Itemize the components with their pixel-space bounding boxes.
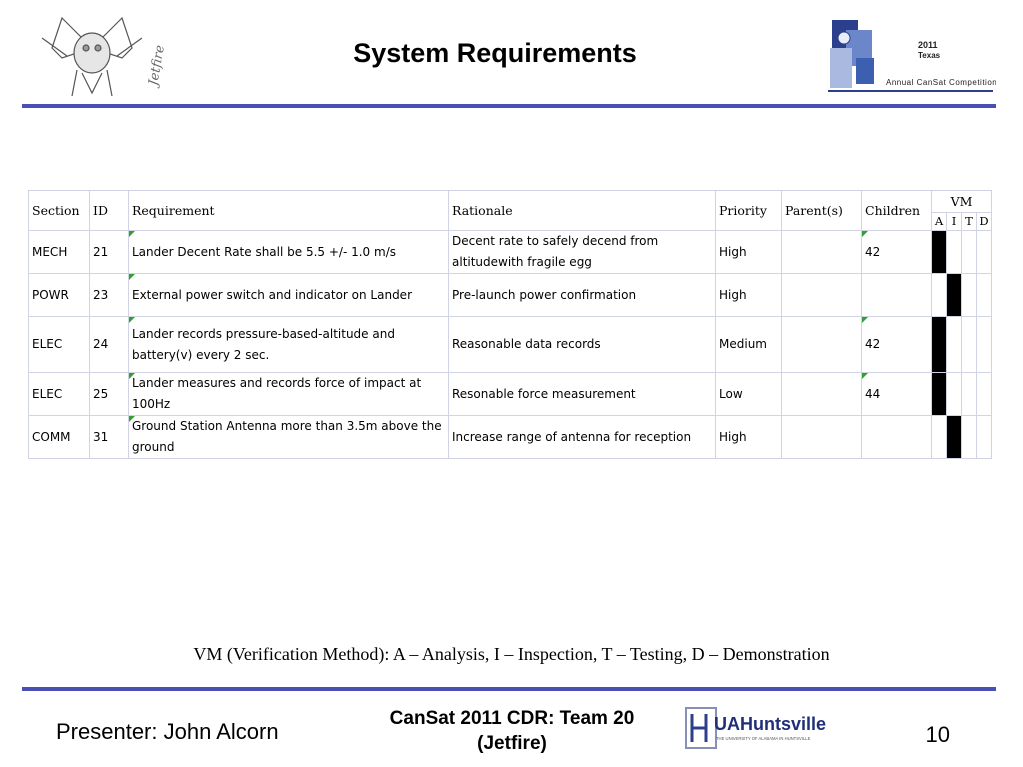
footer-title-line1: CanSat 2011 CDR: Team 20: [389, 708, 635, 729]
col-header-vm: VM: [932, 191, 992, 213]
cell-children: 42: [862, 317, 932, 373]
vm-cell-a: [932, 416, 947, 459]
competition-state: Texas: [918, 51, 941, 60]
team-logo: [22, 8, 182, 100]
vm-cell-i: [947, 373, 962, 416]
slide-title: System Requirements: [353, 38, 637, 68]
university-logo-subtext: THE UNIVERSITY OF ALABAMA IN HUNTSVILLE: [716, 736, 811, 741]
col-header-id: ID: [90, 191, 129, 231]
cell-priority: High: [716, 231, 782, 274]
cell-id: 25: [90, 373, 129, 416]
requirements-table: [28, 190, 992, 459]
cell-parents: [782, 274, 862, 317]
cell-rationale: Pre-launch power confirmation: [449, 274, 716, 317]
footer-title-line2: (Jetfire): [477, 733, 547, 754]
cell-priority: High: [716, 416, 782, 459]
vm-cell-d: [977, 231, 992, 274]
cell-requirement: Lander Decent Rate shall be 5.5 +/- 1.0 m/s: [129, 231, 449, 274]
vm-cell-i: [947, 274, 962, 317]
cell-children: [862, 274, 932, 317]
cell-id: 21: [90, 231, 129, 274]
team-logo-text: Jetfire: [146, 43, 169, 87]
footer-rule: [22, 687, 996, 691]
cell-requirement: Ground Station Antenna more than 3.5m above the ground: [129, 416, 449, 459]
vm-cell-a: [932, 317, 947, 373]
cell-rationale: Resonable force measurement: [449, 373, 716, 416]
university-logo: [684, 704, 844, 752]
cell-requirement: External power switch and indicator on Lander: [129, 274, 449, 317]
page-number: 10: [925, 722, 950, 747]
col-header-section: Section: [29, 191, 90, 231]
presenter-name: Presenter: John Alcorn: [56, 719, 279, 744]
vm-cell-d: [977, 274, 992, 317]
vm-cell-d: [977, 317, 992, 373]
vm-cell-t: [962, 416, 977, 459]
table-row: [29, 317, 992, 373]
header-rule: [22, 104, 996, 108]
cell-children: [862, 416, 932, 459]
vm-cell-t: [962, 373, 977, 416]
table-row: [29, 373, 992, 416]
vm-cell-i: [947, 416, 962, 459]
cell-requirement: Lander measures and records force of impact at 100Hz: [129, 373, 449, 416]
col-header-parents: Parent(s): [782, 191, 862, 231]
cell-id: 24: [90, 317, 129, 373]
cell-section: POWR: [29, 274, 90, 317]
cell-section: MECH: [29, 231, 90, 274]
verification-method-legend: VM (Verification Method): A – Analysis, I – Inspection, T – Testing, D – Demonstration: [193, 644, 830, 664]
cell-rationale: Increase range of antenna for reception: [449, 416, 716, 459]
vm-cell-d: [977, 416, 992, 459]
cell-parents: [782, 416, 862, 459]
vm-cell-t: [962, 317, 977, 373]
cell-children: 42: [862, 231, 932, 274]
vm-cell-a: [932, 274, 947, 317]
vm-cell-t: [962, 274, 977, 317]
table-row: [29, 231, 992, 274]
vm-cell-i: [947, 317, 962, 373]
cell-parents: [782, 231, 862, 274]
col-header-vm-a: A: [932, 213, 947, 231]
vm-cell-t: [962, 231, 977, 274]
vm-cell-d: [977, 373, 992, 416]
cell-id: 31: [90, 416, 129, 459]
col-header-vm-i: I: [947, 213, 962, 231]
col-header-rationale: Rationale: [449, 191, 716, 231]
table-row: [29, 416, 992, 459]
cell-section: ELEC: [29, 317, 90, 373]
col-header-vm-d: D: [977, 213, 992, 231]
cell-children: 44: [862, 373, 932, 416]
vm-cell-i: [947, 231, 962, 274]
vm-cell-a: [932, 231, 947, 274]
cell-priority: High: [716, 274, 782, 317]
cell-priority: Low: [716, 373, 782, 416]
col-header-requirement: Requirement: [129, 191, 449, 231]
cell-id: 23: [90, 274, 129, 317]
university-logo-text: UAHuntsville: [714, 714, 827, 734]
cell-section: ELEC: [29, 373, 90, 416]
cell-priority: Medium: [716, 317, 782, 373]
col-header-vm-t: T: [962, 213, 977, 231]
competition-year: 2011: [918, 40, 938, 50]
col-header-children: Children: [862, 191, 932, 231]
competition-name: Annual CanSat Competition: [886, 78, 996, 87]
cell-section: COMM: [29, 416, 90, 459]
table-row: [29, 274, 992, 317]
cell-rationale: Decent rate to safely decend from altitudewith fragile egg: [449, 231, 716, 274]
cell-requirement: Lander records pressure-based-altitude and battery(v) every 2 sec.: [129, 317, 449, 373]
col-header-priority: Priority: [716, 191, 782, 231]
vm-cell-a: [932, 373, 947, 416]
competition-logo: [826, 18, 996, 98]
footer-title: [352, 706, 672, 756]
cell-parents: [782, 373, 862, 416]
cell-rationale: Reasonable data records: [449, 317, 716, 373]
cell-parents: [782, 317, 862, 373]
